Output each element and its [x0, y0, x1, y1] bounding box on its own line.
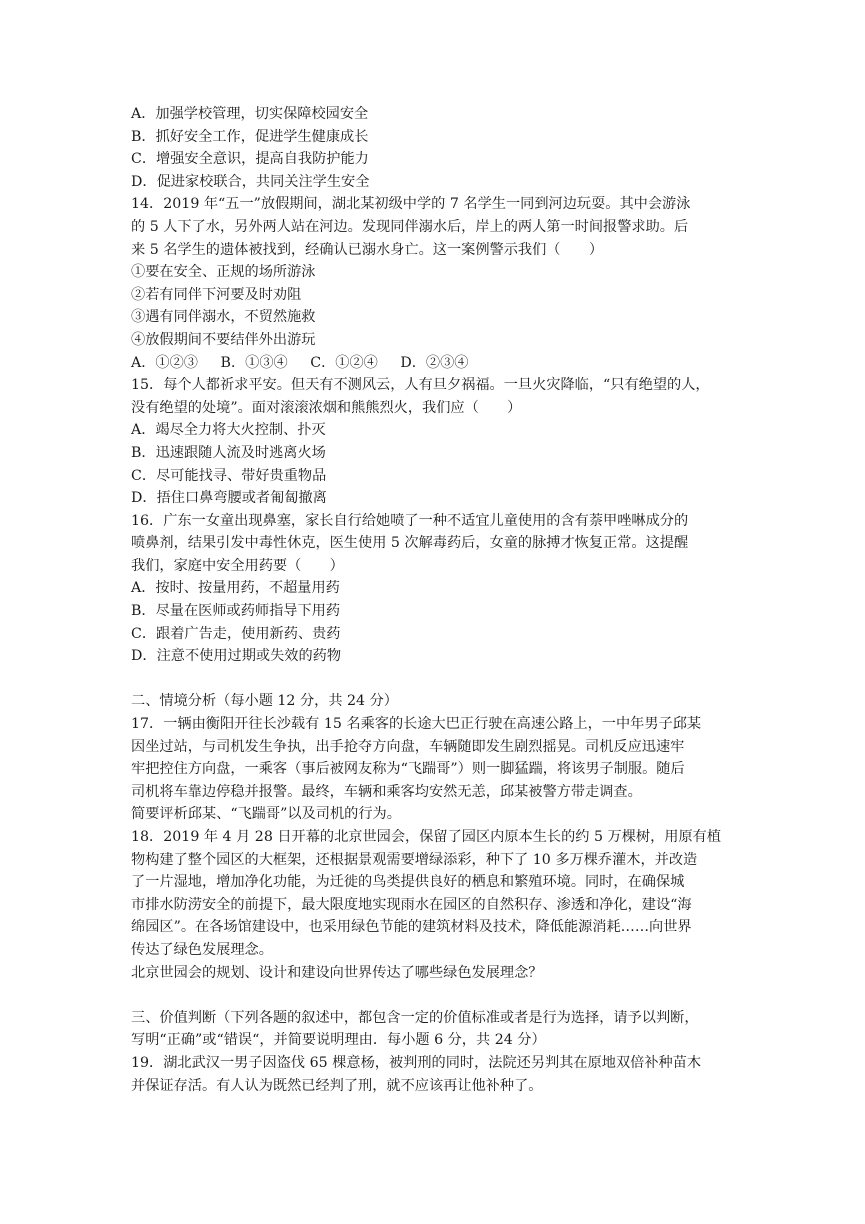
q13-option-a: A．加强学校管理，切实保障校园安全	[131, 106, 369, 122]
q16-option-c: C．跟着广告走，使用新药、贵药	[131, 625, 341, 642]
q16-option-d: D．注意不使用过期或失效的药物	[131, 648, 342, 665]
section-3-heading-line: 写明“正确”或“错误“，并简要说明理由．每小题 6 分，共 24 分）	[131, 1032, 546, 1049]
q13-option-d: D．促进家校联合，共同关注学生安全	[131, 173, 370, 190]
q16-stem-line: 16．广东一女童出现鼻塞，家长自行给她喷了一种不适宜儿童使用的含有萘甲唑啉成分的	[131, 512, 689, 529]
q13-option-c: C．增强安全意识，提高自我防护能力	[131, 151, 369, 168]
q17-prompt: 简要评析邱某、“飞踹哥”以及司机的行为。	[131, 806, 401, 823]
q17-line: 司机将车靠边停稳并报警。最终，车辆和乘客均安然无恙，邱某被警方带走调查。	[131, 783, 642, 800]
q15-stem-line: 没有绝望的处境”。面对滚滚浓烟和熊熊烈火，我们应（ ）	[131, 399, 522, 416]
exam-page	[131, 103, 743, 1097]
q14-stem-line: 14．2019 年“五一”放假期间，湖北某初级中学的 7 名学生一同到河边玩耍。其中会游泳	[131, 196, 691, 213]
q15-option-c: C．尽可能找寻、带好贵重物品	[131, 467, 327, 484]
q15-stem-line: 15．每个人都祈求平安。但天有不测风云，人有旦夕祸福。一旦火灾降临，“只有绝望的人，	[131, 377, 710, 394]
q18-line: 绵园区”。在各场馆建设中，也采用绿色节能的建筑材料及技术，降低能源消耗……向世界	[131, 919, 692, 936]
q16-option-a: A．按时、按量用药，不超量用药	[131, 580, 340, 597]
q18-line: 物构建了整个园区的大框架，还根据景观需要增绿添彩，种下了 10 多万棵乔灌木，并改造	[131, 851, 698, 868]
q18-line: 市排水防涝安全的前提下，最大限度地实现雨水在园区的自然积存、渗透和净化，建设“海	[131, 896, 692, 913]
section-spacer	[131, 984, 743, 1007]
q14-stem-line: 来 5 名学生的遗体被找到，经确认已溺水身亡。这一案例警示我们（ ）	[131, 241, 604, 258]
q14-item-4: ④放假期间不要结伴外出游玩	[131, 331, 316, 348]
question-16	[131, 510, 743, 668]
q16-option-b: B．尽量在医师或药师指导下用药	[131, 603, 341, 620]
section-3-heading-line: 三、价值判断（下列各题的叙述中，都包含一定的价值标准或者是行为选择，请予以判断，	[131, 1009, 699, 1026]
q17-line: 因坐过站，与司机发生争执，出手抢夺方向盘，车辆随即发生剧烈摇晃。司机反应迅速牢	[131, 738, 685, 755]
question-15	[131, 374, 743, 510]
q14-choice-b: B．①③④	[220, 354, 288, 371]
q19-line: 并保证存活。有人认为既然已经判了刑，就不应该再让他补种了。	[131, 1077, 543, 1094]
q18-line: 18．2019 年 4 月 28 日开幕的北京世园会，保留了园区内原本生长的约 5 万棵树，用原有植	[131, 829, 722, 845]
q17-line: 17．一辆由衡阳开往长沙载有 15 名乘客的长途大巴正行驶在高速公路上，一中年男子邱某	[131, 716, 702, 733]
q15-option-b: B．迅速跟随人流及时逃离火场	[131, 444, 326, 461]
q18-line: 传达了绿色发展理念。	[131, 941, 273, 958]
q14-item-1: ①要在安全、正规的场所游泳	[131, 264, 316, 281]
q19-line: 19．湖北武汉一男子因盗伐 65 棵意杨，被判刑的同时，法院还另判其在原地双倍补种苗木	[131, 1054, 702, 1071]
q18-prompt: 北京世园会的规划、设计和建设向世界传达了哪些绿色发展理念？	[131, 964, 543, 981]
q14-choice-d: D．②③④	[400, 354, 469, 371]
section-3	[131, 1007, 743, 1097]
q14-choice-c: C．①②④	[310, 354, 378, 371]
q14-choice-a: A．①②③	[131, 354, 198, 371]
section-2	[131, 690, 743, 984]
q13-options	[131, 103, 743, 193]
q14-item-2: ②若有同伴下河要及时劝阻	[131, 286, 302, 303]
q14-item-3: ③遇有同伴溺水，不贸然施救	[131, 309, 316, 326]
q14-stem-line: 的 5 人下了水，另外两人站在河边。发现同伴溺水后，岸上的两人第一时间报警求助。后	[131, 218, 689, 235]
q16-stem-line: 喷鼻剂，结果引发中毒性休克，医生使用 5 次解毒药后，女童的脉搏才恢复正常。这提醒	[131, 535, 689, 552]
q17-line: 牢把控住方向盘，一乘客（事后被网友称为“飞踹哥”）则一脚猛踹，将该男子制服。随后	[131, 761, 685, 778]
q15-option-d: D．捂住口鼻弯腰或者匍匐撤离	[131, 490, 327, 507]
q16-stem-line: 我们，家庭中安全用药要（ ）	[131, 557, 344, 574]
q15-option-a: A．竭尽全力将大火控制、扑灭	[131, 422, 326, 439]
q13-option-b: B．抓好安全工作，促进学生健康成长	[131, 128, 369, 145]
question-14	[131, 193, 743, 374]
section-2-heading: 二、情境分析（每小题 12 分，共 24 分）	[131, 693, 398, 710]
section-spacer	[131, 668, 743, 691]
q18-line: 了一片湿地，增加净化功能，为迁徙的鸟类提供良好的栖息和繁殖环境。同时，在确保城	[131, 874, 685, 891]
q14-choices	[131, 352, 743, 375]
